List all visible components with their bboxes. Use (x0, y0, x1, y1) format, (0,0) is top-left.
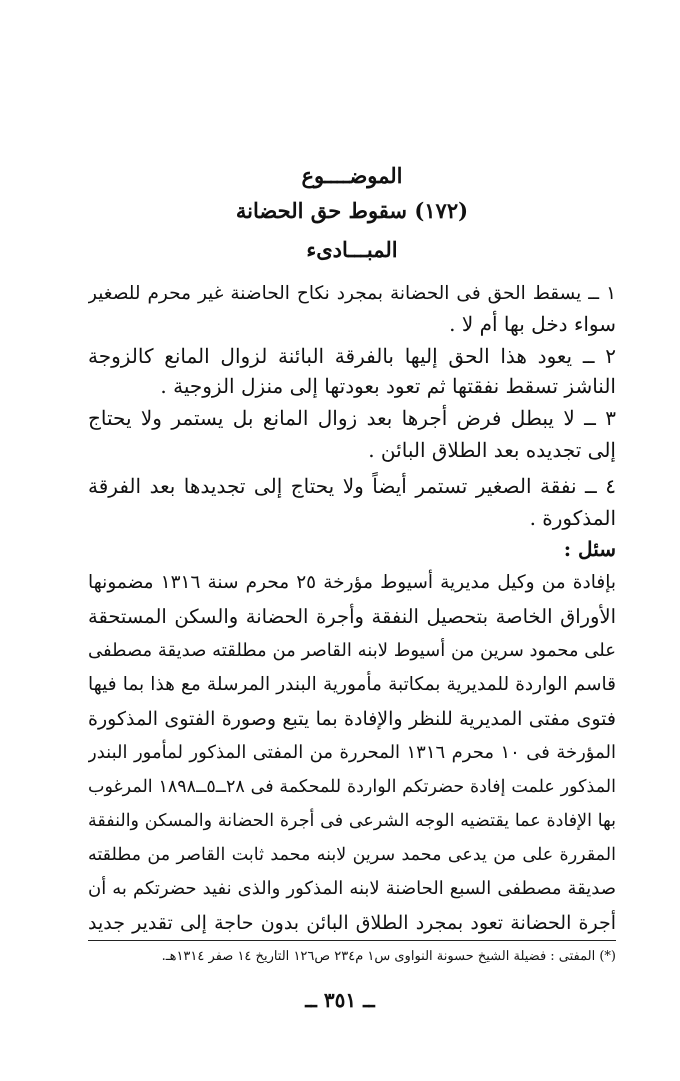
principle-2-line-2: الناشز تسقط نفقتها ثم تعود بعودتها إلى منزل الزوجية . (160, 374, 616, 398)
principle-2-line-1: ٢ ــ يعود هذا الحق إليها بالفرقة البائنة لزوال المانع كالزوجة (88, 344, 616, 368)
body-line-3: على محمود سرين من أسيوط لابنه القاصر من مطلقته صديقة مصطفى (88, 640, 616, 661)
body-line-7: المذكور علمت إفادة حضرتكم الواردة للمحكمة فى ٢٨ــ٥ــ١٨٩٨ المرغوب (88, 777, 616, 797)
fatwa-title: (١٧٢) سقوط حق الحضانة (235, 198, 469, 223)
principle-1-line-2: سواء دخل بها أم لا . (449, 312, 616, 336)
principle-4-line-1: ٤ ــ نفقة الصغير تستمر أيضاً ولا يحتاج إلى تجديدها بعد الفرقة (88, 474, 616, 498)
body-line-8: بها الإفادة عما يقتضيه الوجه الشرعى فى أجرة الحضانة والمسكن والنفقة (88, 811, 616, 831)
principle-3-line-1: ٣ ــ لا يبطل فرض أجرها بعد زوال المانع بل يستمر ولا يحتاج (88, 406, 616, 430)
body-line-6: المؤرخة فى ١٠ محرم ١٣١٦ المحررة من المفتى المذكور لمأمور البندر (88, 742, 616, 763)
body-line-1: بإفادة من وكيل مديرية أسيوط مؤرخة ٢٥ محرم سنة ١٣١٦ مضمونها (88, 572, 616, 593)
body-line-10: صديقة مصطفى السبع الحاضنة لابنه المذكور والذى نفيد حضرتكم به أن (88, 878, 616, 899)
body-line-2: الأوراق الخاصة بتحصيل النفقة وأجرة الحضانة والسكن المستحقة (88, 605, 616, 628)
section-heading: الموضــــوع (301, 163, 403, 188)
footnote-divider (88, 940, 616, 941)
principle-3-line-2: إلى تجديده بعد الطلاق البائن . (368, 438, 616, 462)
body-line-4: قاسم الواردة للمديرية بمكاتبة مأمورية البندر المرسلة مع هذا بما فيها (88, 674, 616, 695)
principles-heading: المبـــادىء (306, 237, 398, 262)
question-label: سئل : (563, 537, 616, 561)
body-line-9: المقررة على من يدعى محمد سرين لابنه محمد ثابت القاصر من مطلقته (88, 845, 616, 865)
footnote: (*) المفتى : فضيلة الشيخ حسونة النواوى س١ م٢٣٤ ص١٢٦ التاريخ ١٤ صفر ١٣١٤هـ. (161, 949, 616, 964)
body-line-11: أجرة الحضانة تعود بمجرد الطلاق البائن بدون حاجة إلى تقدير جديد (88, 912, 616, 934)
page-number: ــ ٣٥١ ــ (305, 988, 375, 1012)
principle-1-line-1: ١ ــ يسقط الحق فى الحضانة بمجرد نكاح الحاضنة غير محرم للصغير (88, 283, 616, 304)
body-line-5: فتوى مفتى المديرية للنظر والإفادة بما يتبع وصورة الفتوى المذكورة (88, 708, 616, 730)
principle-4-line-2: المذكورة . (529, 506, 616, 530)
